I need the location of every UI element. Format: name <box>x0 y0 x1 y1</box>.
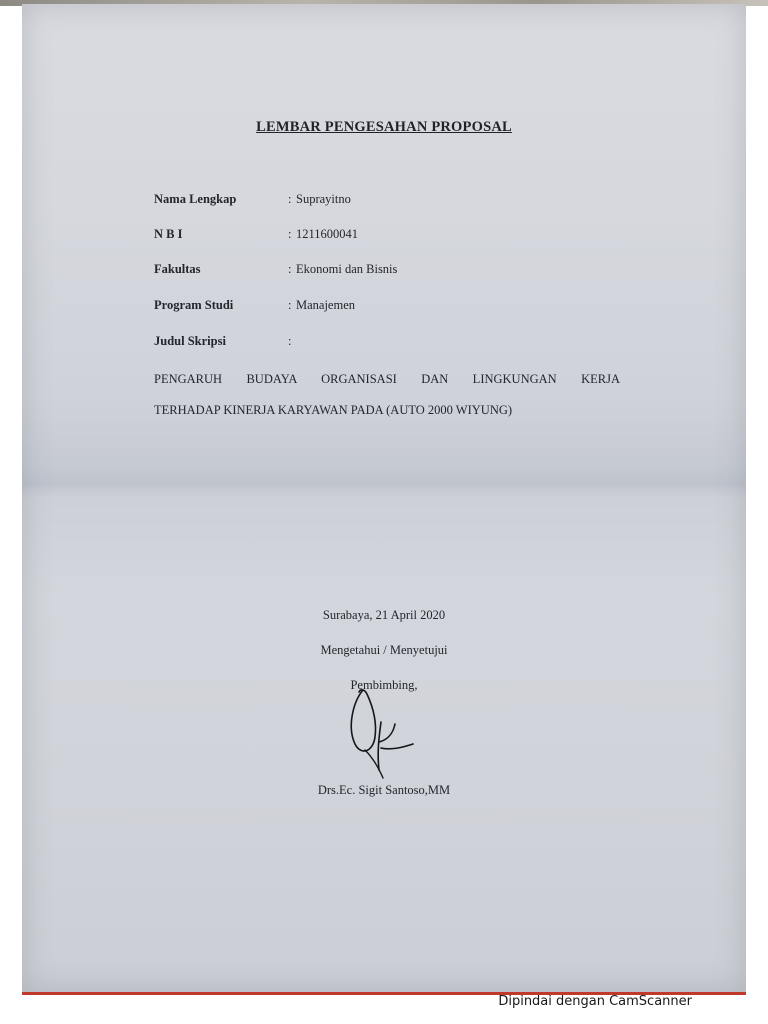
field-row-program-studi <box>0 298 768 318</box>
field-row-nbi <box>0 227 768 247</box>
advisor-role: Pembimbing, <box>350 678 418 692</box>
camscanner-watermark: Dipindai dengan CamScanner <box>498 994 692 1009</box>
field-value: Manajemen <box>296 298 356 312</box>
field-label: N B I <box>154 227 183 241</box>
place-date: Surabaya, 21 April 2020 <box>322 608 446 622</box>
document-title: LEMBAR PENGESAHAN PROPOSAL <box>256 119 512 135</box>
field-colon: : <box>288 298 292 312</box>
field-label: Nama Lengkap <box>154 192 237 206</box>
field-row-fakultas <box>0 262 768 282</box>
field-label: Judul Skripsi <box>154 334 226 348</box>
field-label: Fakultas <box>154 262 201 276</box>
field-value: Suprayitno <box>296 192 351 206</box>
field-row-nama-lengkap <box>0 192 768 212</box>
field-value: 1211600041 <box>296 227 359 241</box>
scanned-paper-sheet <box>22 4 746 992</box>
field-row-judul-skripsi <box>0 334 768 354</box>
field-value: Ekonomi dan Bisnis <box>296 262 398 276</box>
field-label: Program Studi <box>154 298 234 312</box>
signer-name: Drs.Ec. Sigit Santoso,MM <box>317 783 451 797</box>
field-colon: : <box>288 227 292 241</box>
field-colon: : <box>288 262 292 276</box>
field-colon: : <box>288 334 292 348</box>
field-colon: : <box>288 192 292 206</box>
thesis-title-line-2: TERHADAP KINERJA KARYAWAN PADA (AUTO 2000 WIYUNG) <box>154 403 513 417</box>
approval-text: Mengetahui / Menyetujui <box>320 643 448 657</box>
handwritten-signature-icon <box>335 682 425 782</box>
thesis-title-line-1: PENGARUH BUDAYA ORGANISASI DAN LINGKUNGAN KERJA <box>154 372 620 386</box>
